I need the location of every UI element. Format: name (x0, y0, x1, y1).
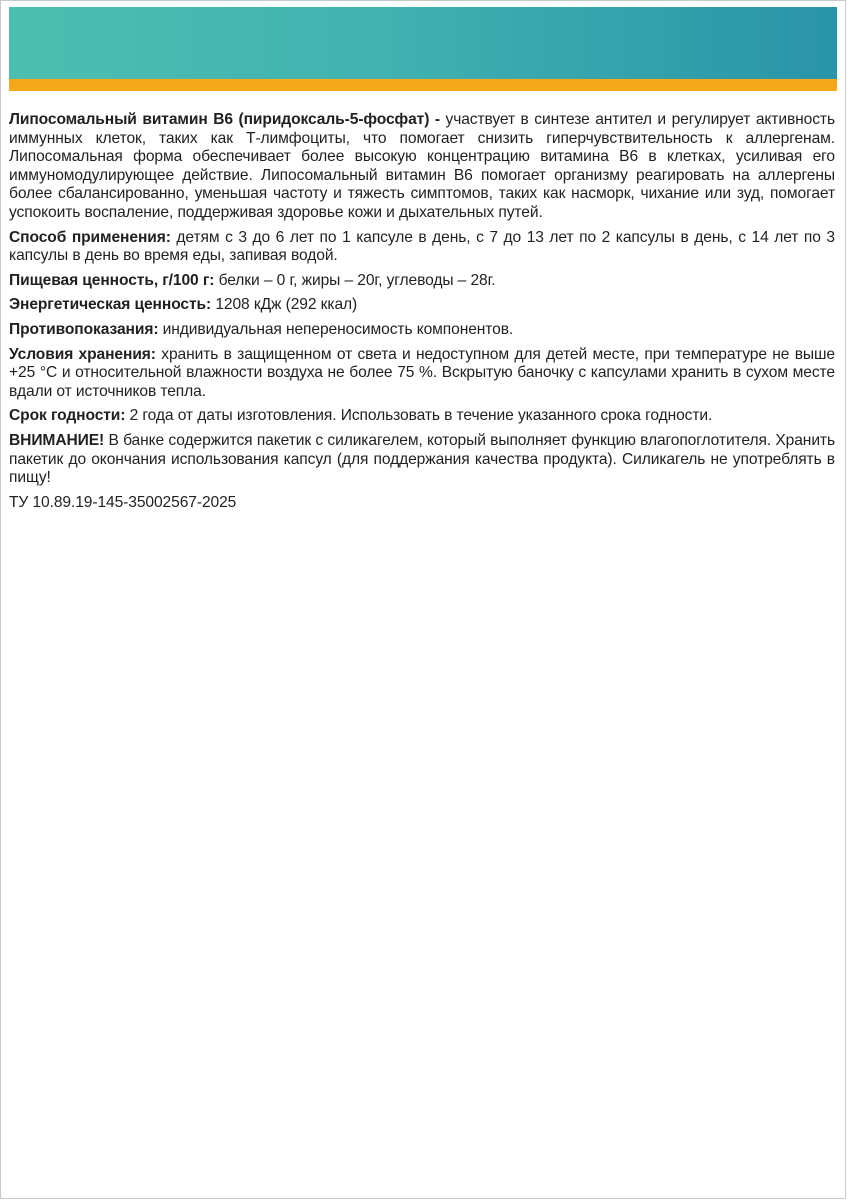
energy-text: 1208 кДж (292 ккал) (211, 296, 358, 314)
description-text: участвует в синтезе антител и регулирует активность иммунных клеток, таких как Т-лимфоциты, что помогает снизить гиперчувствительность к аллергенам. Липосомальная форма обеспечивает более высокую концентрацию витамина В6 в клетках, усиливая его иммуномодулирующее действие. Липосомальный витамин В6 помогает организму реагировать на аллергены более сбалансированно, уменьшая частоту и тяжесть симптомов, таких как насморк, чихание или зуд, помогает успокоить воспаление, поддерживая здоровье кожи и дыхательных путей. (9, 111, 835, 221)
storage-text: хранить в защищенном от света и недоступном для детей месте, при температуре не выше +25 °С и относительной влажности воздуха не более 75 %. Вскрытую баночку с капсулами хранить в сухом месте вдали от источников тепла. (9, 345, 835, 400)
warning-text: В банке содержится пакетик с силикагелем, который выполняет функцию влагопоглотителя. Хранить пакетик до окончания использования капсул (для поддержания качества продукта). Силикагель не употреблять в пищу! (9, 431, 835, 487)
contraindications-heading: Противопоказания: (9, 320, 159, 338)
warning-heading: ВНИМАНИЕ! (9, 431, 105, 449)
usage-text: детям с 3 до 6 лет по 1 капсуле в день, с 7 до 13 лет по 2 капсулы в день, с 14 лет по 3 капсулы в день во время еды, запивая водой. (9, 228, 835, 265)
warning-paragraph (9, 432, 835, 488)
header-accent-stripe (9, 79, 837, 91)
standard-code: ТУ 10.89.19-145-35002567-2025 (9, 493, 237, 511)
contraindications-paragraph (9, 321, 835, 340)
storage-paragraph (9, 346, 835, 402)
shelf-life-paragraph (9, 407, 835, 426)
description-paragraph (9, 111, 835, 223)
energy-heading: Энергетическая ценность: (9, 296, 212, 314)
description-heading: Липосомальный витамин В6 (пиридоксаль-5-фосфат) - (9, 111, 440, 128)
nutrition-heading: Пищевая ценность, г/100 г: (9, 271, 215, 289)
contraindications-text: индивидуальная непереносимость компонентов. (158, 320, 514, 338)
usage-paragraph (9, 229, 835, 266)
shelf-life-heading: Срок годности: (9, 407, 126, 425)
nutrition-text: белки – 0 г, жиры – 20г, углеводы – 28г. (214, 271, 496, 289)
energy-paragraph (9, 296, 835, 315)
shelf-life-text: 2 года от даты изготовления. Использовать в течение указанного срока годности. (125, 407, 713, 425)
label-text-block (9, 111, 835, 518)
storage-heading: Условия хранения: (9, 345, 156, 363)
header-banner (9, 7, 837, 79)
nutrition-paragraph (9, 272, 835, 291)
usage-heading: Способ применения: (9, 228, 171, 246)
